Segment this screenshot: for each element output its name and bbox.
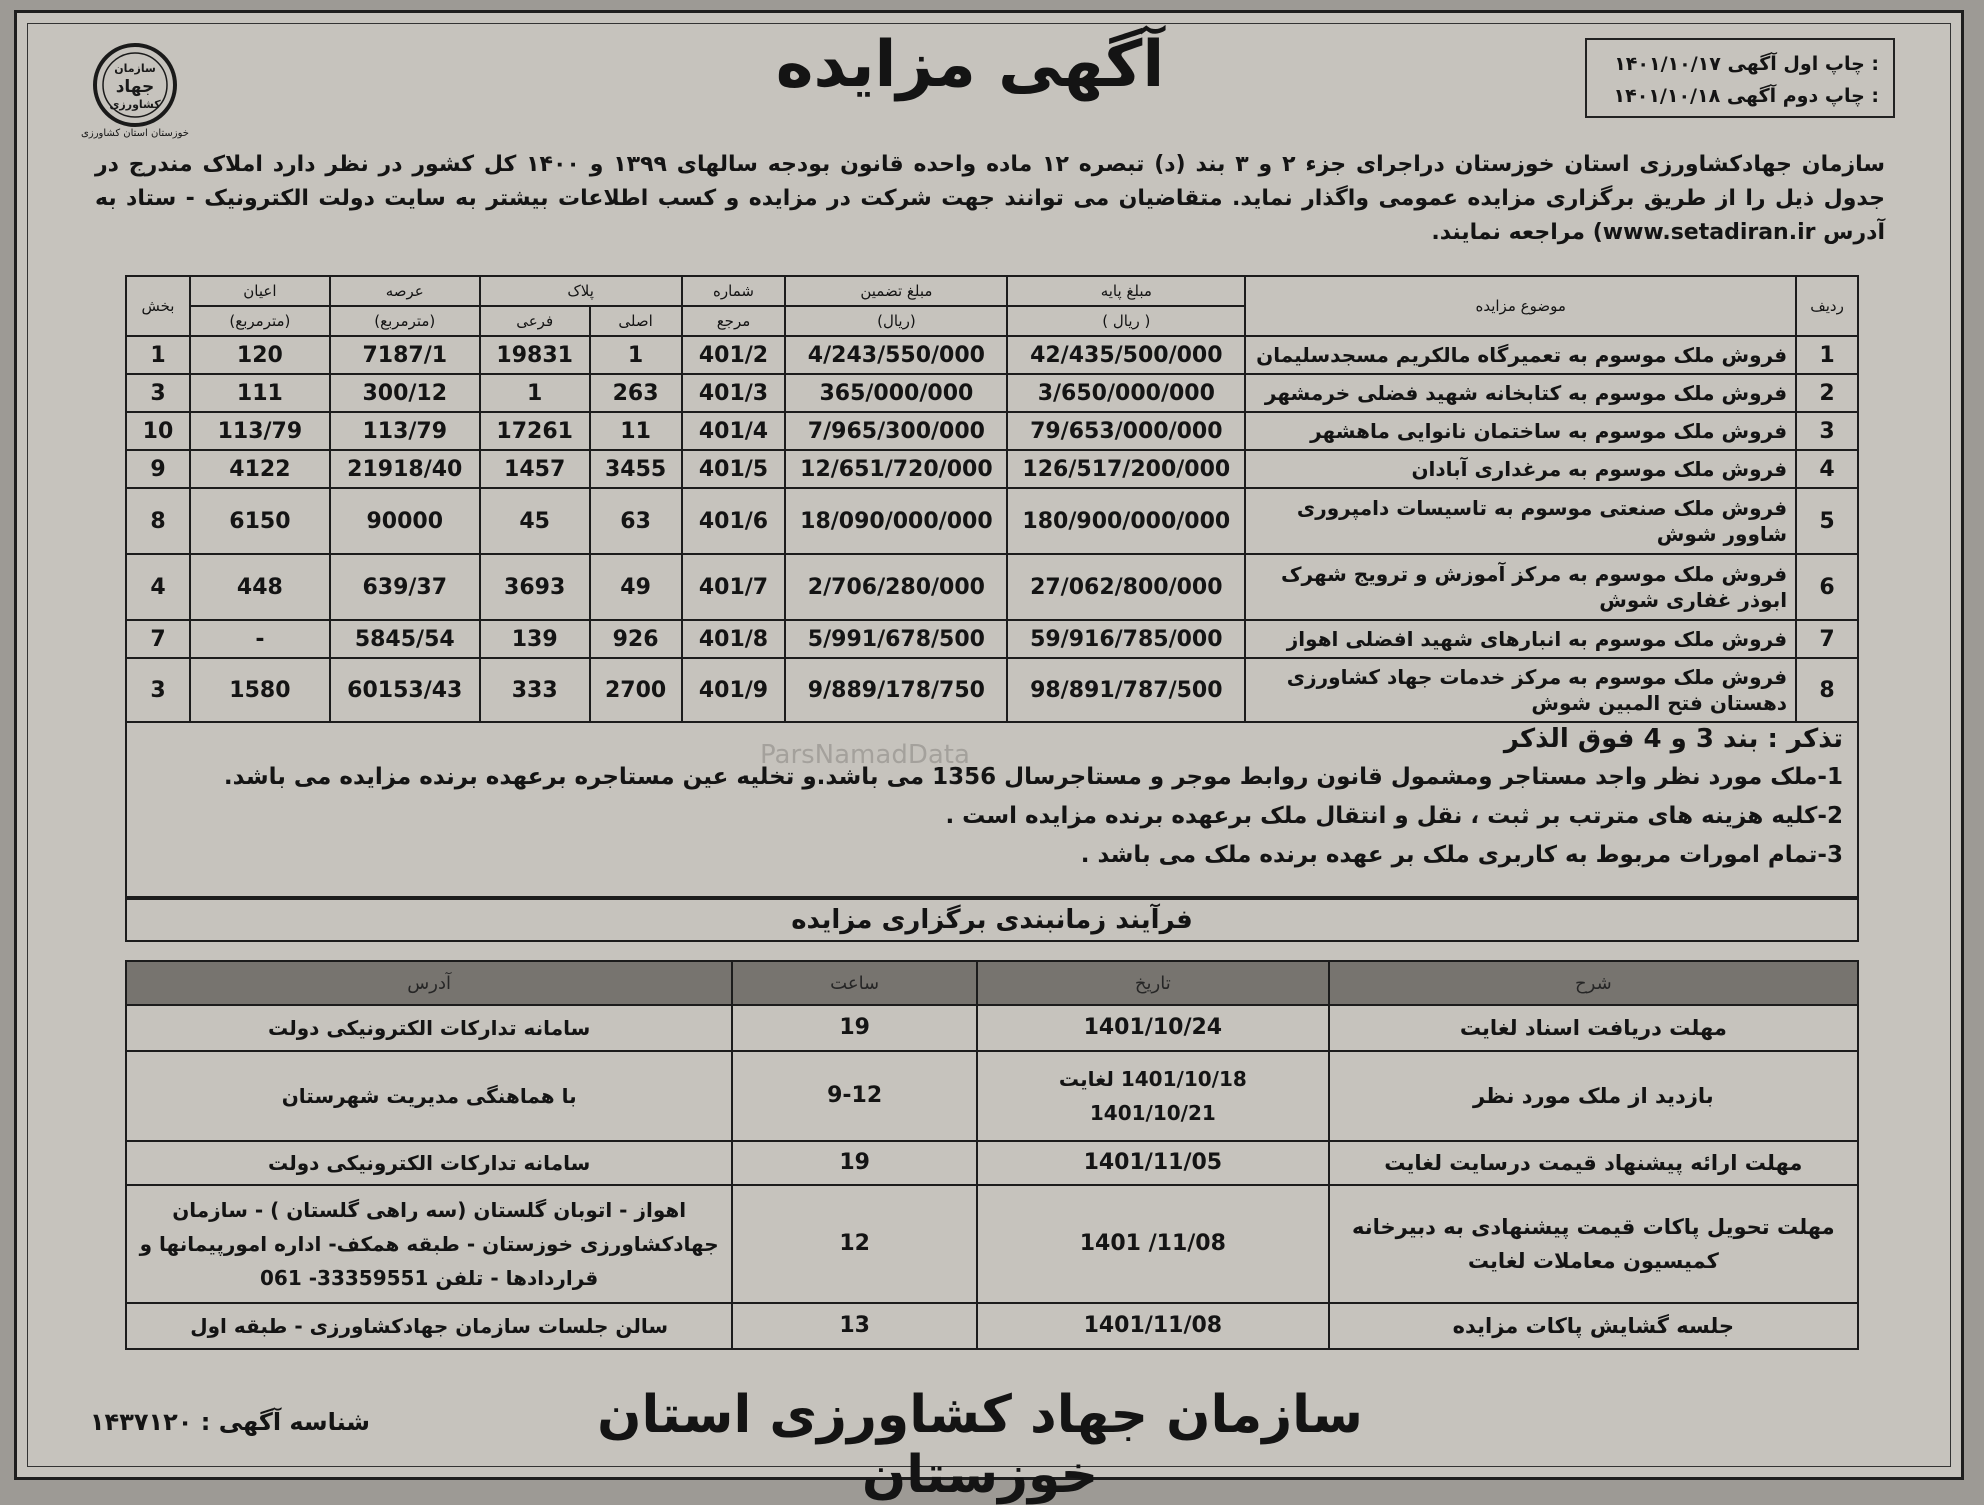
cell-ref: 401/4: [682, 412, 786, 450]
ad-id: شناسه آگهی : ۱۴۳۷۱۲۰: [89, 1408, 370, 1436]
cell-area: 300/12: [330, 374, 480, 412]
cell-ref: 401/3: [682, 374, 786, 412]
header-plaque-main: اصلی: [590, 306, 682, 336]
cell-plaque-main: 1: [590, 336, 682, 374]
cell-section: 3: [126, 374, 190, 412]
intro-paragraph: [95, 148, 1885, 250]
logo-line3: کشاورزی: [109, 98, 161, 111]
cell-guarantee: 18/090/000/000: [785, 488, 1007, 554]
table-row: [126, 488, 1858, 554]
table-row: [126, 554, 1858, 620]
header-base-price: مبلغ پایه: [1007, 276, 1245, 306]
cell-row-no: 1: [1796, 336, 1858, 374]
cell-section: 9: [126, 450, 190, 488]
cell-area: 60153/43: [330, 658, 480, 722]
cell-guarantee: 12/651/720/000: [785, 450, 1007, 488]
cell-plaque-sub: 17261: [480, 412, 590, 450]
cell-guarantee: 365/000/000: [785, 374, 1007, 412]
cell-guarantee: 9/889/178/750: [785, 658, 1007, 722]
cell-base-price: 180/900/000/000: [1007, 488, 1245, 554]
schedule-address: سامانه تدارکات الکترونیکی دولت: [126, 1141, 732, 1185]
schedule-hour: 19: [732, 1005, 977, 1051]
header-guarantee: مبلغ تضمین: [785, 276, 1007, 306]
first-print-date: [1601, 48, 1879, 80]
second-print-date: [1601, 80, 1879, 112]
cell-row-no: 6: [1796, 554, 1858, 620]
schedule-address: اهواز - اتوبان گلستان (سه راهی گلستان ) - سازمان جهادکشاورزی خوزستان - طبقه همکف- اداره امورپیمانها و قراردادها - تلفن 33359551- 061: [126, 1185, 732, 1303]
header-building-unit: (مترمربع): [190, 306, 330, 336]
schedule-header-hour: ساعت: [732, 961, 977, 1005]
cell-row-no: 8: [1796, 658, 1858, 722]
schedule-desc: جلسه گشایش پاکات مزایده: [1329, 1303, 1858, 1349]
cell-section: 1: [126, 336, 190, 374]
cell-building: 111: [190, 374, 330, 412]
notes-heading: تذکر : بند 3 و 4 فوق الذکر: [1503, 724, 1843, 754]
cell-ref: 401/8: [682, 620, 786, 658]
cell-plaque-main: 926: [590, 620, 682, 658]
cell-base-price: 98/891/787/500: [1007, 658, 1245, 722]
cell-section: 3: [126, 658, 190, 722]
cell-building: 4122: [190, 450, 330, 488]
cell-ref: 401/5: [682, 450, 786, 488]
schedule-hour: 19: [732, 1141, 977, 1185]
first-print-label: چاپ اول آگهی :: [1727, 53, 1879, 75]
schedule-table: [125, 960, 1859, 1350]
first-print-value: ۱۴۰۱/۱۰/۱۷: [1614, 53, 1721, 75]
cell-subject: فروش ملک موسوم به مرکز آموزش و ترویج شهرک ابوذر غفاری شوش: [1245, 554, 1796, 620]
cell-building: 113/79: [190, 412, 330, 450]
schedule-row: [126, 1005, 1858, 1051]
schedule-date: 1401/10/18 لغایت: [1058, 1067, 1247, 1091]
schedule-row: [126, 1185, 1858, 1303]
schedule-date-cell: [977, 1051, 1329, 1141]
cell-plaque-sub: 19831: [480, 336, 590, 374]
cell-section: 4: [126, 554, 190, 620]
cell-subject: فروش ملک موسوم به کتابخانه شهید فضلی خرمشهر: [1245, 374, 1796, 412]
schedule-address: سامانه تدارکات الکترونیکی دولت: [126, 1005, 732, 1051]
cell-guarantee: 7/965/300/000: [785, 412, 1007, 450]
cell-base-price: 59/916/785/000: [1007, 620, 1245, 658]
cell-building: 120: [190, 336, 330, 374]
header-base-unit: ( ریال ): [1007, 306, 1245, 336]
header-row-no: ردیف: [1796, 276, 1858, 336]
table-row: [126, 658, 1858, 722]
cell-ref: 401/2: [682, 336, 786, 374]
schedule-header-date: تاریخ: [977, 961, 1329, 1005]
cell-row-no: 3: [1796, 412, 1858, 450]
cell-section: 7: [126, 620, 190, 658]
cell-building: 1580: [190, 658, 330, 722]
schedule-address: با هماهنگی مدیریت شهرستان: [126, 1051, 732, 1141]
cell-area: 113/79: [330, 412, 480, 450]
header-ref2: مرجع: [682, 306, 786, 336]
note-item: 3-تمام امورات مربوط به کاربری ملک بر عهده برنده ملک می باشد .: [1080, 842, 1843, 868]
schedule-row: [126, 1303, 1858, 1349]
schedule-date: 1401/11/08: [977, 1303, 1329, 1349]
schedule-date: 1401/10/24: [977, 1005, 1329, 1051]
print-dates-box: [1585, 38, 1895, 118]
cell-row-no: 7: [1796, 620, 1858, 658]
cell-base-price: 3/650/000/000: [1007, 374, 1245, 412]
auction-items-table: [125, 275, 1859, 723]
schedule-date: 1401/11/05: [977, 1141, 1329, 1185]
header-plaque: پلاک: [480, 276, 682, 306]
cell-guarantee: 4/243/550/000: [785, 336, 1007, 374]
intro-text: سازمان جهادکشاورزی استان خوزستان دراجرای جزء ۲ و ۳ بند (د) تبصره ۱۲ ماده واحده قانون بودجه سالهای ۱۳۹۹ و ۱۴۰۰ کل کشور در نظر دارد املاک مندرج در جدول ذیل را از طریق برگزاری مزایده عمومی واگذار نماید. متقاضیان می توانند جهت شرکت در مزایده و کسب اطلاعات بیشتر به سایت دولت الکترونیک - ستاد به آدرس: [95, 152, 1886, 245]
cell-plaque-sub: 45: [480, 488, 590, 554]
logo-line1: سازمان: [114, 62, 156, 75]
footer-organization: سازمان جهاد کشاورزی استان خوزستان: [597, 1385, 1363, 1505]
schedule-date: 1401 /11/08: [977, 1185, 1329, 1303]
cell-plaque-main: 3455: [590, 450, 682, 488]
cell-ref: 401/6: [682, 488, 786, 554]
logo-caption: خوزستان استان کشاورزی: [81, 128, 189, 139]
cell-subject: فروش ملک موسوم به تعمیرگاه مالکریم مسجدسلیمان: [1245, 336, 1796, 374]
header-building: اعیان: [190, 276, 330, 306]
header-area-unit: (مترمربع): [330, 306, 480, 336]
schedule-title: فرآیند زمانبندی برگزاری مزایده: [125, 898, 1859, 942]
cell-building: 448: [190, 554, 330, 620]
header-area: عرصه: [330, 276, 480, 306]
schedule-header-row: [126, 961, 1858, 1005]
table-row: [126, 450, 1858, 488]
cell-base-price: 126/517/200/000: [1007, 450, 1245, 488]
cell-plaque-main: 2700: [590, 658, 682, 722]
schedule-desc: مهلت تحویل پاکات قیمت پیشنهادی به دبیرخانه کمیسیون معاملات لغایت: [1329, 1185, 1858, 1303]
cell-section: 10: [126, 412, 190, 450]
schedule-date-end: 1401/10/21: [1089, 1101, 1216, 1125]
cell-ref: 401/9: [682, 658, 786, 722]
cell-subject: فروش ملک صنعتی موسوم به تاسیسات دامپروری شاوور شوش: [1245, 488, 1796, 554]
table-row: [126, 336, 1858, 374]
page-title: آگهی مزایده: [775, 28, 1165, 102]
cell-plaque-main: 49: [590, 554, 682, 620]
table-row: [126, 412, 1858, 450]
schedule-row: [126, 1051, 1858, 1141]
cell-plaque-sub: 333: [480, 658, 590, 722]
cell-row-no: 5: [1796, 488, 1858, 554]
notes-section: [125, 718, 1859, 898]
schedule-hour: 9-12: [732, 1051, 977, 1141]
cell-subject: فروش ملک موسوم به مرغداری آبادان: [1245, 450, 1796, 488]
cell-row-no: 4: [1796, 450, 1858, 488]
cell-plaque-sub: 139: [480, 620, 590, 658]
note-item: 1-ملک مورد نظر واجد مستاجر ومشمول قانون روابط موجر و مستاجرسال 1356 می باشد.و تخلیه عین مستاجره برعهده برنده مزایده می باشد.: [223, 764, 1843, 790]
cell-area: 90000: [330, 488, 480, 554]
schedule-desc: مهلت دریافت اسناد لغایت: [1329, 1005, 1858, 1051]
table-row: [126, 374, 1858, 412]
cell-building: -: [190, 620, 330, 658]
watermark: ParsNamadData: [760, 740, 970, 770]
ministry-logo-icon: [90, 40, 180, 130]
schedule-row: [126, 1141, 1858, 1185]
schedule-header-address: آدرس: [126, 961, 732, 1005]
cell-area: 7187/1: [330, 336, 480, 374]
cell-ref: 401/7: [682, 554, 786, 620]
cell-area: 5845/54: [330, 620, 480, 658]
schedule-desc: بازدید از ملک مورد نظر: [1329, 1051, 1858, 1141]
cell-plaque-main: 63: [590, 488, 682, 554]
cell-area: 639/37: [330, 554, 480, 620]
schedule-hour: 13: [732, 1303, 977, 1349]
cell-plaque-main: 263: [590, 374, 682, 412]
cell-base-price: 42/435/500/000: [1007, 336, 1245, 374]
table-row: [126, 620, 1858, 658]
schedule-header-desc: شرح: [1329, 961, 1858, 1005]
cell-plaque-sub: 1: [480, 374, 590, 412]
cell-row-no: 2: [1796, 374, 1858, 412]
cell-base-price: 27/062/800/000: [1007, 554, 1245, 620]
cell-plaque-main: 11: [590, 412, 682, 450]
header-subject: موضوع مزایده: [1245, 276, 1796, 336]
cell-area: 21918/40: [330, 450, 480, 488]
cell-plaque-sub: 1457: [480, 450, 590, 488]
cell-section: 8: [126, 488, 190, 554]
schedule-hour: 12: [732, 1185, 977, 1303]
cell-subject: فروش ملک موسوم به ساختمان نانوایی ماهشهر: [1245, 412, 1796, 450]
note-item: 2-کلیه هزینه های مترتب بر ثبت ، نقل و انتقال ملک برعهده برنده مزایده است .: [945, 803, 1843, 829]
intro-tail: مراجعه نمایند.: [1431, 220, 1586, 245]
second-print-value: ۱۴۰۱/۱۰/۱۸: [1613, 85, 1721, 107]
table-header-row: [126, 276, 1858, 306]
cell-guarantee: 2/706/280/000: [785, 554, 1007, 620]
setad-url-link[interactable]: (www.setadiran.ir: [1592, 220, 1816, 245]
cell-subject: فروش ملک موسوم به مرکز خدمات جهاد کشاورزی دهستان فتح المبین شوش: [1245, 658, 1796, 722]
cell-plaque-sub: 3693: [480, 554, 590, 620]
schedule-desc: مهلت ارائه پیشنهاد قیمت درسایت لغایت: [1329, 1141, 1858, 1185]
cell-building: 6150: [190, 488, 330, 554]
cell-subject: فروش ملک موسوم به انبارهای شهید افضلی اهواز: [1245, 620, 1796, 658]
header-guarantee-unit: (ریال): [785, 306, 1007, 336]
header-ref: شماره: [682, 276, 786, 306]
header-section: بخش: [126, 276, 190, 336]
cell-base-price: 79/653/000/000: [1007, 412, 1245, 450]
second-print-label: چاپ دوم آگهی :: [1726, 85, 1879, 107]
schedule-address: سالن جلسات سازمان جهادکشاورزی - طبقه اول: [126, 1303, 732, 1349]
logo-line2: جهاد: [115, 77, 155, 97]
header-plaque-sub: فرعی: [480, 306, 590, 336]
cell-guarantee: 5/991/678/500: [785, 620, 1007, 658]
